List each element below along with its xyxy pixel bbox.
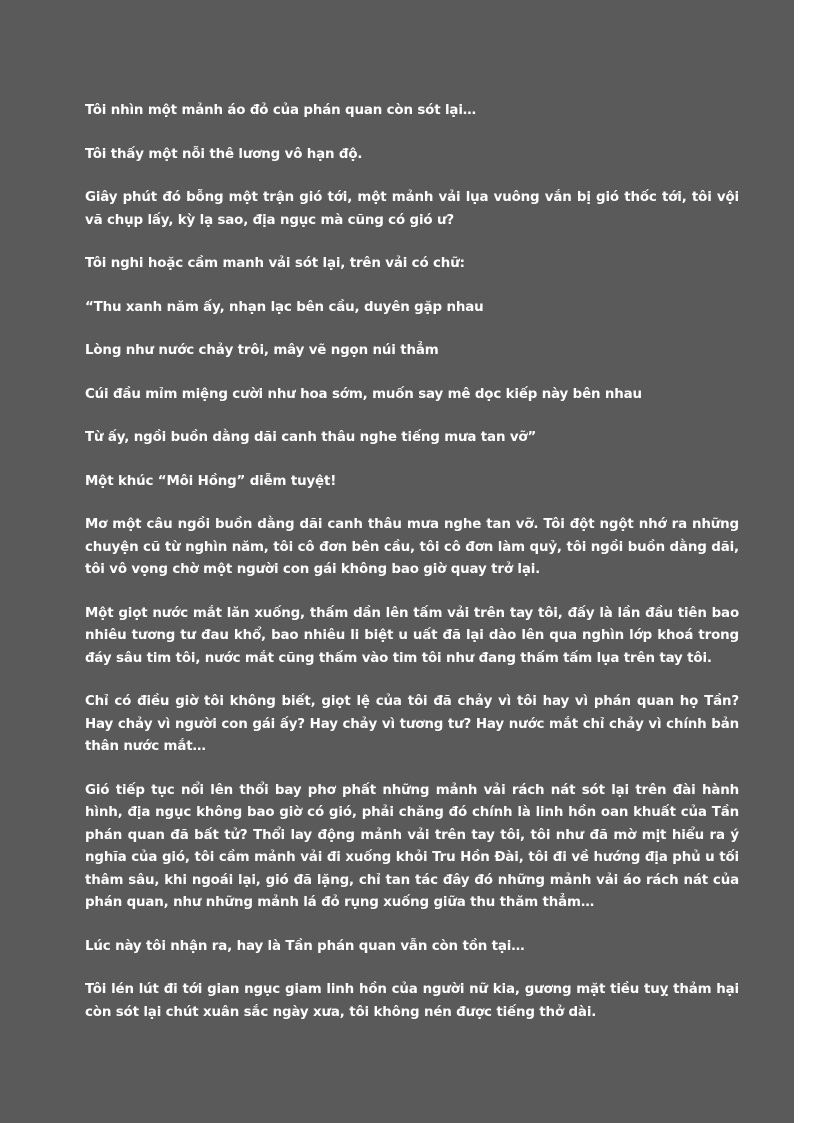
paragraph-13: Gió tiếp tục nổi lên thổi bay phơ phất những mảnh vải rách nát sót lại trên đài hành hình, địa ngục không bao giờ có gió, phải chăng đó chính là linh hồn oan khuất của Tần phán quan đã bất tử? Thổi lay động mảnh vải trên tay tôi, tôi như đã mờ mịt hiểu ra ý nghĩa của gió, tôi cầm mảnh vải đi xuống khỏi Tru Hồn Đài, tôi đi về hướng địa phủ u tối thâm sâu, khi ngoái lại, gió đã lặng, chỉ tan tác đây đó những mảnh vải áo rách nát của phán quan, như những mảnh lá đỏ rụng xuống giữa thu thăm thẳm… [85, 782, 739, 910]
poem-line-2: Lòng như nước chảy trôi, mây vẽ ngọn núi thẳm [85, 343, 439, 358]
paragraph-12: Chỉ có điều giờ tôi không biết, giọt lệ của tôi đã chảy vì tôi hay vì phán quan họ Tần? Hay chảy vì người con gái ấy? Hay chảy vì tương tư? Hay nước mắt chỉ chảy vì chính bản thân nước mắt… [85, 694, 739, 754]
document-body [85, 100, 739, 1045]
poem-line-3: Cúi đầu mỉm miệng cười như hoa sớm, muốn say mê dọc kiếp này bên nhau [85, 386, 642, 402]
paragraph-2: Tôi thấy một nỗi thê lương vô hạn độ. [85, 146, 363, 162]
paragraph-9: Một khúc “Môi Hồng” diễm tuyệt! [85, 473, 337, 489]
paragraph-3: Giây phút đó bỗng một trận gió tới, một mảnh vải lụa vuông vắn bị gió thốc tới, tôi vội vã chụp lấy, kỳ lạ sao, địa ngục mà cũng có gió ư? [85, 190, 739, 228]
poem-line-1: “Thu xanh năm ấy, nhạn lạc bên cầu, duyên gặp nhau [85, 299, 484, 315]
paragraph-1: Tôi nhìn một mảnh áo đỏ của phán quan còn sót lại… [85, 103, 476, 118]
paragraph-15: Tôi lén lút đi tới gian ngục giam linh hồn của người nữ kia, gương mặt tiều tuỵ thảm hại còn sót lại chút xuân sắc ngày xưa, tôi không nén được tiếng thở dài. [85, 982, 739, 1020]
paragraph-4: Tôi nghi hoặc cầm manh vải sót lại, trên vải có chữ: [85, 256, 465, 271]
page-right-margin [794, 0, 816, 1123]
paragraph-11: Một giọt nước mắt lăn xuống, thấm dần lên tấm vải trên tay tôi, đấy là lần đầu tiên bao nhiêu tương tư đau khổ, bao nhiêu li biệt u uất đã lại dào lên qua nghìn lớp khoá trong đáy sâu tim tôi, nước mắt cũng thấm vào tim tôi như đang thấm tấm lụa trên tay tôi. [85, 605, 739, 666]
poem-line-4: Từ ấy, ngồi buồn dằng dãi canh thâu nghe tiếng mưa tan vỡ” [85, 430, 537, 445]
paragraph-14: Lúc này tôi nhận ra, hay là Tần phán quan vẫn còn tồn tại… [85, 938, 525, 954]
paragraph-10: Mơ một câu ngồi buồn dằng dãi canh thâu mưa nghe tan vỡ. Tôi đột ngột nhớ ra những chuyện cũ từ nghìn năm, tôi cô đơn bên cầu, tôi cô đơn làm quỷ, tôi ngồi buồn dằng dãi, tôi vô vọng chờ một người con gái không bao giờ quay trở lại. [85, 517, 739, 577]
